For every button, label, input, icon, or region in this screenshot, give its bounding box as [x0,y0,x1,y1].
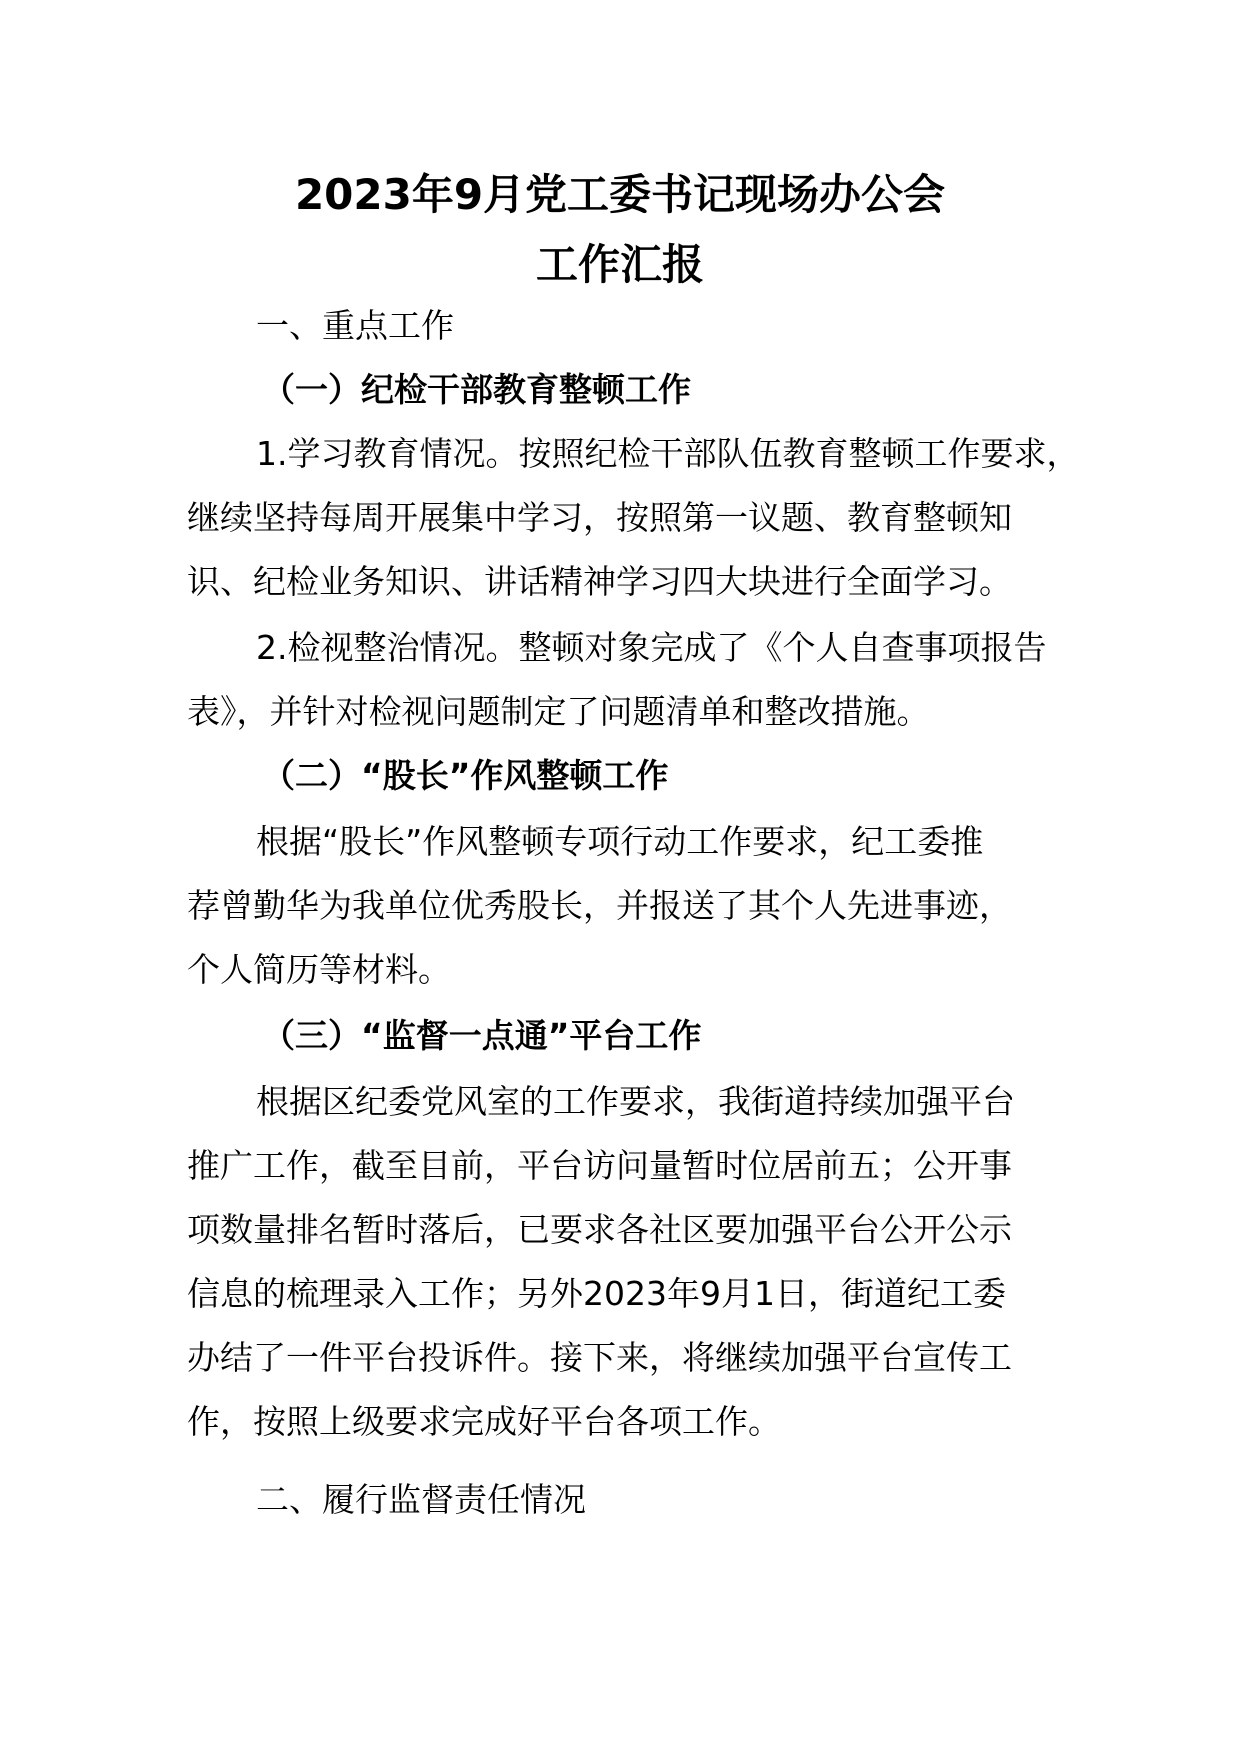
paragraph-line: 1.学习教育情况。按照纪检干部队伍教育整顿工作要求， [256,434,1080,473]
paragraph-line: 作，按照上级要求完成好平台各项工作。 [187,1402,781,1441]
paragraph-line: 根据区纪委党风室的工作要求，我街道持续加强平台 [256,1082,1015,1121]
paragraph-line: 2.检视整治情况。整顿对象完成了《个人自查事项报告 [256,628,1047,667]
subsection-heading-2: （二）“股长”作风整顿工作 [262,756,669,795]
paragraph-line: 项数量排名暂时落后，已要求各社区要加强平台公开公示 [187,1210,1012,1249]
paragraph-line: 根据“股长”作风整顿专项行动工作要求，纪工委推 [256,822,984,861]
paragraph-line: 推广工作，截至目前，平台访问量暂时位居前五；公开事 [187,1146,1012,1185]
paragraph-line: 荐曾勤华为我单位优秀股长，并报送了其个人先进事迹， [187,886,1012,925]
paragraph-line: 识、纪检业务知识、讲话精神学习四大块进行全面学习。 [187,562,1012,601]
section-heading-2: 二、履行监督责任情况 [256,1480,586,1519]
section-heading-1: 一、重点工作 [256,306,454,345]
document-title-line2: 工作汇报 [535,240,704,289]
subsection-heading-3: （三）“监督一点通”平台工作 [262,1016,702,1055]
paragraph-line: 个人简历等材料。 [187,950,451,989]
paragraph-line: 继续坚持每周开展集中学习，按照第一议题、教育整顿知 [187,498,1012,537]
paragraph-line: 信息的梳理录入工作；另外2023年9月1日，街道纪工委 [187,1274,1006,1313]
document-title-line1: 2023年9月党工委书记现场办公会 [294,170,946,219]
paragraph-line: 办结了一件平台投诉件。接下来，将继续加强平台宣传工 [187,1338,1012,1377]
subsection-heading-1: （一）纪检干部教育整顿工作 [262,370,691,409]
paragraph-line: 表》，并针对检视问题制定了问题清单和整改措施。 [187,692,930,731]
